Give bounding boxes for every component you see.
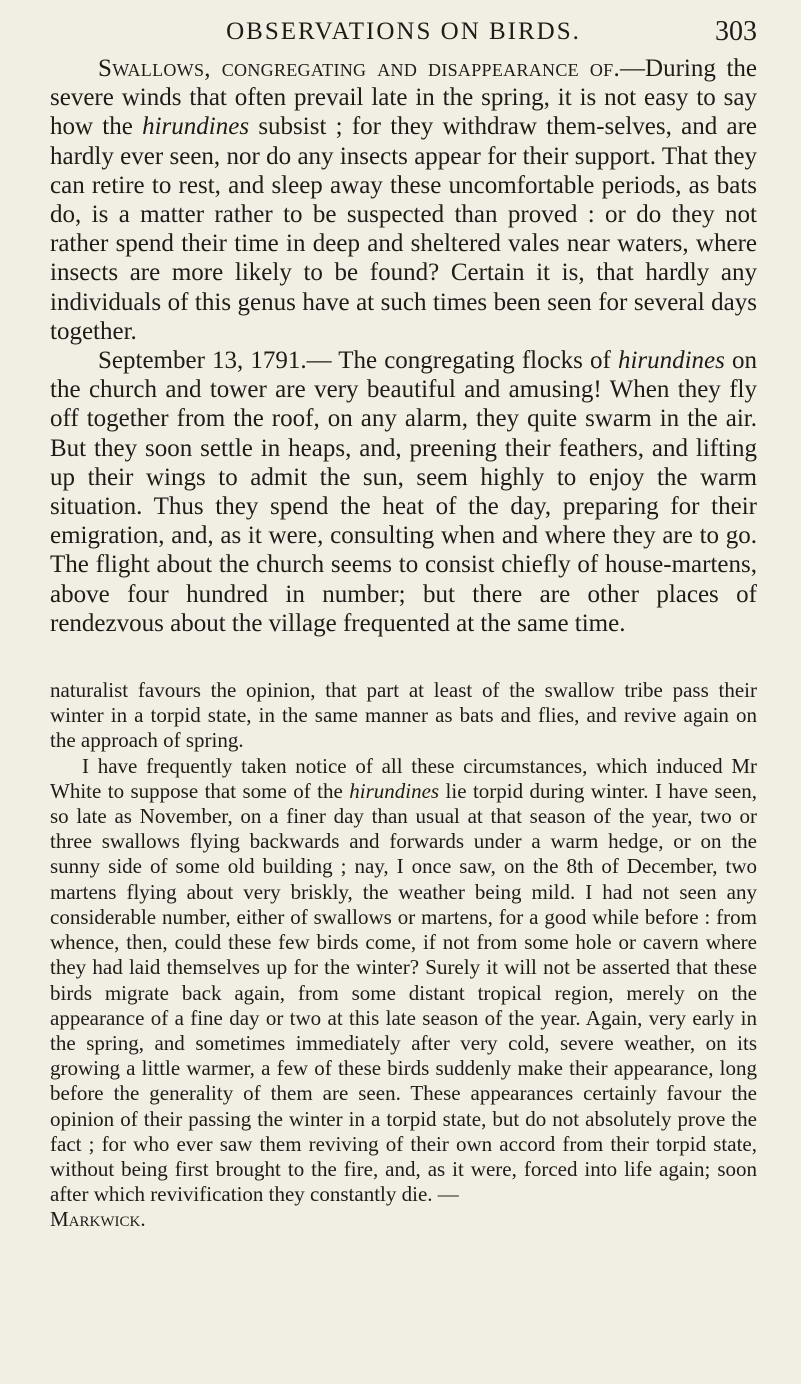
page-number: 303 [715, 16, 757, 47]
article-text-1b: subsist ; for they withdraw them-selves, and are hardly ever seen, nor do any insects appear for their support. That they can retire to rest, and sleep away these uncomfortable periods, as bats do, is a matter rather to be suspected than proved : or do they not rather spend their time in deep and sheltered vales near waters, where insects are more likely to be found? Certain it is, that hardly any individuals of this genus have at such times been seen for several days together. [50, 113, 757, 345]
note-paragraph-1: naturalist favours the opinion, that part at least of the swallow tribe pass their winter in a torpid state, in the same manner as bats and flies, and revive again on the approach of spring. [50, 678, 757, 753]
note-signature: Markwick. [50, 1207, 146, 1232]
note-text-2b: lie torpid during winter. I have seen, so late as November, on a finer day than usual at that season of the year, two or three swallows flying backwards and forwards under a warm hedge, or on the sunny side of some old building ; nay, I once saw, on the 8th of December, two martens flying about very briskly, the weather being mild. I had not seen any considerable number, either of swallows or martens, for a good while before : from whence, then, could these few birds come, if not from some hole or cavern where they had laid themselves up for the winter? Surely it will not be asserted that these birds migrate back again, from some distant tropical region, merely on the appearance of a fine day or two at this late season of the year. Again, very early in the spring, and sometimes immediately after very cold, severe weather, on its growing a little warmer, a few of these birds suddenly make their appearance, long before the generality of them are seen. These appearances certainly favour the opinion of their passing the winter in a torpid state, but do not absolutely prove the fact ; for who ever saw them reviving of their own accord from their torpid state, without being first brought to the fire, and, as it were, forced into life again; soon after which revivification they constantly die. — [50, 778, 758, 1207]
running-title: OBSERVATIONS ON BIRDS. [226, 18, 581, 45]
article-term-2: hirundines [617, 347, 725, 375]
article-text-1a: During the severe winds that often prevail late in the spring, it is not easy to say how the [50, 55, 757, 141]
article-term-1: hirundines [142, 113, 250, 141]
article-text-2a: September 13, 1791.— The congregating flocks of [98, 347, 618, 375]
note-signature-line [50, 1207, 757, 1232]
note-text-2a: I have frequently taken notice of all these circumstances, which induced Mr White to suppose that some of the [50, 753, 757, 803]
article-text-2b: on the church and tower are very beautiful and amusing! When they fly off together from the roof, on any alarm, they quite swarm in the air. But they soon settle in heaps, and, preening their feathers, and lifting up their wings to admit the sun, seem highly to enjoy the warm situation. Thus they spend the heat of the day, preparing for their emigration, and, as it were, consulting when and where they are to go. The flight about the church seems to consist chiefly of house-martens, above four hundred in number; but there are other places of rendezvous about the village frequented at the same time. [50, 347, 757, 637]
heading-dash: — [620, 55, 646, 82]
note-term: hirundines [349, 778, 440, 803]
running-head [50, 8, 757, 54]
article-heading: Swallows, congregating and disappearance of. [98, 55, 621, 82]
note-block [50, 678, 757, 1232]
note-paragraph-2 [50, 754, 757, 1208]
article-paragraph-2 [50, 346, 757, 638]
article-paragraph-1 [50, 54, 757, 346]
